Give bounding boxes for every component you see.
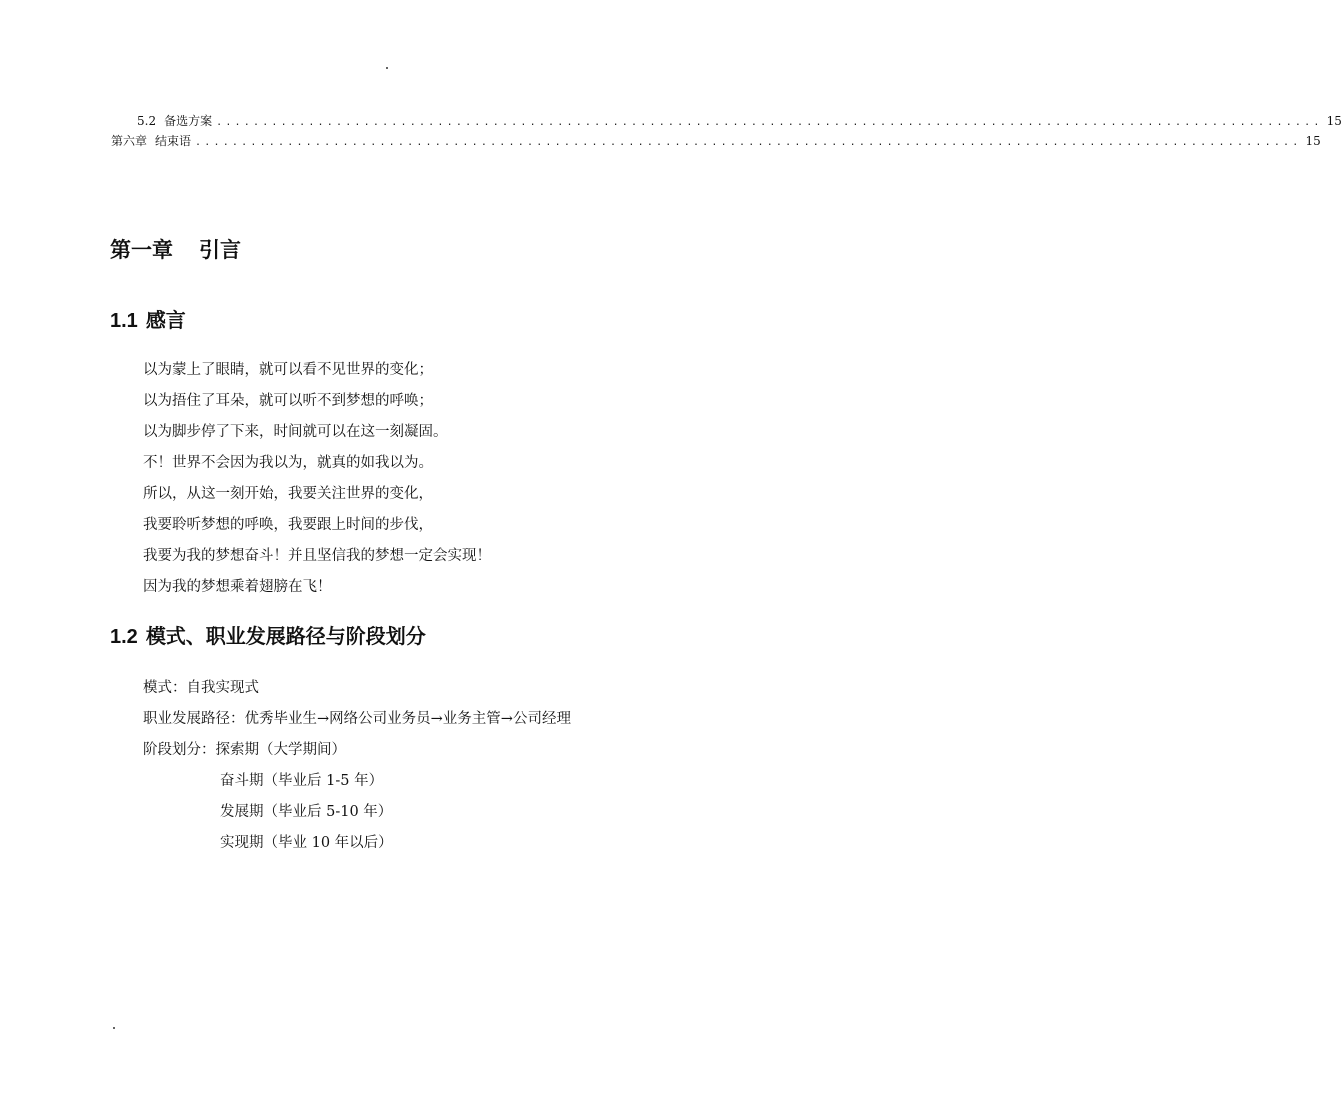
reflection-text [143, 355, 491, 603]
section-name: 感言 [145, 310, 186, 332]
toc-entry-page: 15 [1326, 114, 1342, 128]
text-line: 以为蒙上了眼睛，就可以看不见世界的变化； [143, 362, 433, 378]
text-line: 我要聆听梦想的呼唤，我要跟上时间的步伐， [143, 517, 433, 533]
text-line: 以为捂住了耳朵，就可以听不到梦想的呼唤； [143, 393, 433, 409]
section-number: 1.1 [110, 310, 138, 332]
text-line: 以为脚步停了下来，时间就可以在这一刻凝固。 [143, 424, 448, 440]
footer-dot [113, 1027, 115, 1029]
section-name: 模式、职业发展路径与阶段划分 [145, 626, 426, 648]
toc-entry-title: 结束语 [155, 134, 192, 148]
stages-label-line: 阶段划分：探索期（大学期间） [143, 742, 346, 758]
text-line: 我要为我的梦想奋斗！并且坚信我的梦想一定会实现！ [143, 548, 491, 564]
chapter-title [110, 234, 241, 264]
stage-line: 奋斗期（毕业后 1-5 年） [220, 773, 384, 789]
text-line: 因为我的梦想乘着翅膀在飞！ [143, 579, 332, 595]
section-title-1-1 [110, 304, 186, 333]
stage-line: 实现期（毕业 10 年以后） [220, 835, 393, 851]
text-line: 所以，从这一刻开始，我要关注世界的变化， [143, 486, 433, 502]
toc-entry-title: 备选方案 [164, 114, 213, 128]
career-plan-text [143, 673, 571, 859]
text-line: 不！世界不会因为我以为，就真的如我以为。 [143, 455, 433, 471]
chapter-number: 第一章 [110, 238, 173, 262]
toc-leader-dots: ........................................................................................................................ [195, 137, 1302, 148]
mode-line: 模式：自我实现式 [143, 680, 259, 696]
toc-entry[interactable] [111, 133, 1321, 149]
header-dot [386, 67, 388, 69]
career-path-line: 职业发展路径：优秀毕业生→网络公司业务员→业务主管→公司经理 [143, 711, 571, 727]
chapter-name: 引言 [199, 238, 241, 262]
stage-line: 发展期（毕业后 5-10 年） [220, 804, 393, 820]
toc-entry-number: 第六章 [111, 134, 148, 148]
section-number: 1.2 [110, 626, 138, 648]
toc-leader-dots: ........................................................................................................................ [216, 117, 1323, 128]
toc-entry-page: 15 [1305, 134, 1321, 148]
toc-entry-number: 5.2 [137, 114, 157, 128]
section-title-1-2 [110, 620, 426, 649]
toc-entry-label [111, 133, 191, 149]
toc-entry[interactable] [137, 113, 1342, 129]
toc-entry-label [137, 113, 212, 129]
